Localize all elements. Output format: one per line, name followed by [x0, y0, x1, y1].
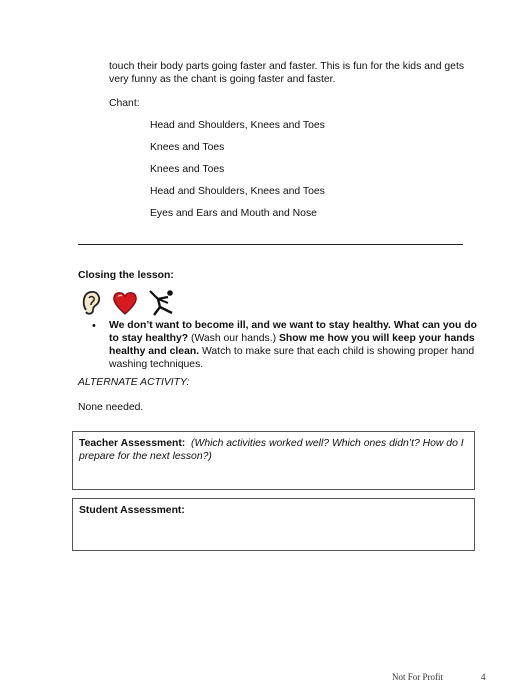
- closing-question-2: Show me how you will keep your hands healthy and clean.: [109, 333, 475, 357]
- chant-label: Chant:: [109, 98, 140, 109]
- intro-paragraph: touch their body parts going faster and faster. This is fun for the kids and gets very funny as the chant is going faster and faster.: [109, 61, 465, 85]
- closing-bullet: [109, 319, 484, 371]
- alternate-activity-title: ALTERNATE ACTIVITY:: [78, 377, 190, 388]
- chant-line: Head and Shoulders, Knees and Toes: [150, 186, 325, 197]
- bullet-marker: •: [92, 320, 96, 332]
- teacher-assessment-label: Teacher Assessment:: [79, 438, 186, 449]
- section-divider: [78, 244, 463, 245]
- closing-question-1: We don’t want to become ill, and we want to stay healthy. What can you do to stay healthy?: [109, 320, 477, 344]
- chant-line: Knees and Toes: [150, 164, 225, 175]
- heart-icon: [112, 289, 138, 317]
- student-assessment-label: Student Assessment:: [79, 505, 185, 516]
- alternate-activity-text: None needed.: [78, 402, 144, 413]
- chant-line: Eyes and Ears and Mouth and Nose: [150, 208, 317, 219]
- teacher-assessment-box: [72, 431, 475, 490]
- closing-icons: [78, 288, 172, 318]
- student-assessment-box: [72, 498, 475, 551]
- ear-icon: [78, 289, 104, 317]
- stretching-figure-icon: [146, 289, 172, 317]
- teacher-assessment-prompt: (Which activities worked well? Which ones didn’t? How do I prepare for the next lesson?): [79, 438, 464, 462]
- chant-line: Knees and Toes: [150, 142, 225, 153]
- closing-title: Closing the lesson:: [78, 270, 174, 281]
- closing-answer-1: (Wash our hands.): [188, 333, 279, 344]
- closing-instruction: Watch to make sure that each child is showing proper hand washing techniques.: [109, 346, 475, 370]
- chant-line: Head and Shoulders, Knees and Toes: [150, 120, 325, 131]
- footer-text: Not For Profit: [392, 672, 444, 682]
- page-number: 4: [481, 672, 486, 682]
